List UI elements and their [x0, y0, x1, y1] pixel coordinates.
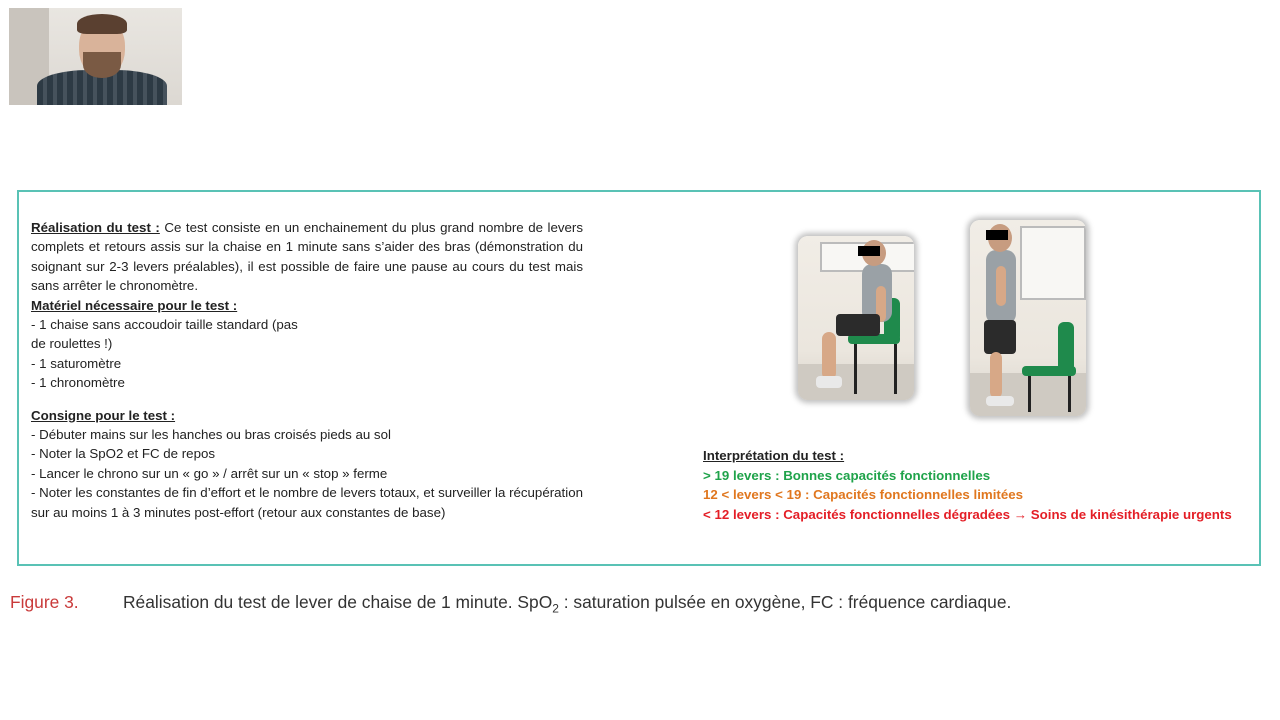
interpretation-heading: Interprétation du test : [703, 448, 845, 463]
materiel-heading: Matériel nécessaire pour le test : [31, 297, 238, 313]
interpretation-good: > 19 levers : Bonnes capacités fonctionnelles [703, 467, 991, 483]
caption-subscript: 2 [552, 601, 559, 616]
consigne-item: - Noter les constantes de fin d’effort et le nombre de levers totaux, et surveiller la récupération sur au moins 1 à 3 minutes post-effort (retour aux constantes de base) [31, 485, 583, 520]
figure-panel [17, 190, 1261, 566]
materiel-item: - 1 chaise sans accoudoir taille standard (pas [31, 317, 298, 333]
interpretation-section [703, 446, 1263, 524]
figure-caption [10, 592, 1270, 615]
figure-label: Figure 3. [10, 592, 79, 612]
interpretation-limited: 12 < levers < 19 : Capacités fonctionnelles limitées [703, 487, 1024, 503]
standing-person-photo [970, 220, 1086, 416]
materiel-item: - 1 chronomètre [31, 375, 125, 391]
materiel-item: de roulettes !) [31, 336, 113, 352]
realisation-paragraph [31, 218, 583, 296]
seated-person-photo [798, 236, 914, 400]
interpretation-degraded: < 12 levers : Capacités fonctionnelles dégradées → Soins de kinésithérapie urgents [703, 506, 1232, 522]
materiel-section [31, 296, 583, 393]
consigne-item: - Noter la SpO2 et FC de repos [31, 446, 216, 462]
consigne-item: - Débuter mains sur les hanches ou bras croisés pieds au sol [31, 427, 391, 443]
presenter-webcam [9, 8, 182, 105]
realisation-text: Ce test consiste en un enchainement du plus grand nombre de levers complets et retours assis sur la chaise en 1 minute sans s’aider des bras (démonstration du soignant sur 2-3 levers préalables), il est possible de faire une pause au cours du test mais sans arrêter le chronomètre. [31, 220, 583, 294]
consigne-item: - Lancer le chrono sur un « go » / arrêt sur un « stop » ferme [31, 465, 388, 481]
caption-text-after: : saturation pulsée en oxygène, FC : fréquence cardiaque. [558, 592, 1012, 612]
consigne-heading: Consigne pour le test : [31, 407, 176, 423]
realisation-heading: Réalisation du test : [31, 220, 160, 235]
instructions-column [31, 218, 583, 522]
consigne-section [31, 406, 583, 522]
materiel-item: - 1 saturomètre [31, 355, 122, 371]
caption-text-before: Réalisation du test de lever de chaise de 1 minute. SpO [123, 592, 553, 612]
